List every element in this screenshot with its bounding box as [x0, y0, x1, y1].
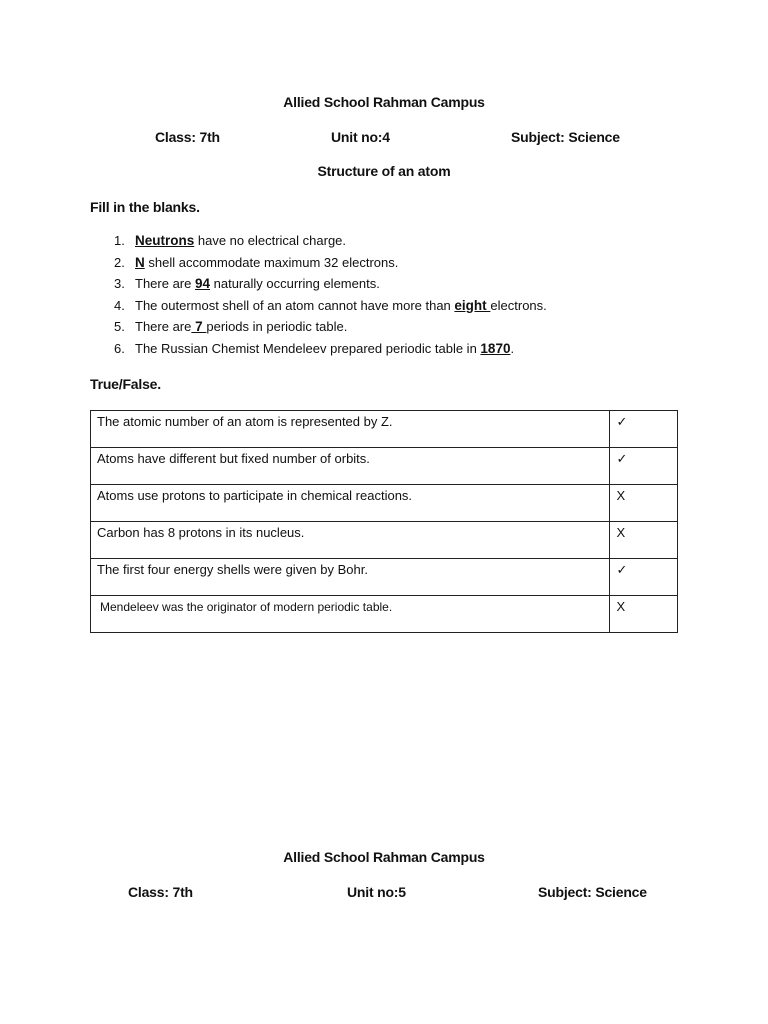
table-row [91, 522, 678, 559]
subject-label: Subject: Science [511, 129, 620, 145]
blank-answer: 1870 [480, 340, 511, 356]
statement-cell: The first four energy shells were given by Bohr. [91, 559, 610, 596]
blank-answer: 7 [191, 319, 207, 335]
answer-mark-cell: ✓ [610, 559, 678, 596]
item-number: 1. [114, 233, 125, 248]
answer-mark-cell: ✓ [610, 448, 678, 485]
item-text: There are 7 periods in periodic table. [135, 319, 348, 335]
item-text: The outermost shell of an atom cannot have more than eight electrons. [135, 297, 547, 313]
class-info-row [0, 129, 768, 149]
item-number: 2. [114, 254, 125, 270]
table-row [91, 485, 678, 522]
answer-mark-cell: X [610, 485, 678, 522]
list-item [90, 318, 690, 340]
item-number: 4. [114, 297, 125, 313]
item-number: 3. [114, 276, 125, 292]
statement-cell: Carbon has 8 protons in its nucleus. [91, 522, 610, 559]
class-label: Class: 7th [155, 129, 220, 145]
school-title: Allied School Rahman Campus [283, 94, 485, 110]
answer-mark-cell: X [610, 522, 678, 559]
topic-title: Structure of an atom [317, 163, 451, 179]
school-title-page2: Allied School Rahman Campus [283, 849, 485, 865]
class-label: Class: 7th [128, 884, 193, 900]
answer-mark-cell: X [610, 596, 678, 633]
item-number: 5. [114, 319, 125, 335]
fill-blanks-heading: Fill in the blanks. [90, 199, 200, 215]
table-row [91, 448, 678, 485]
blank-answer: Neutrons [135, 233, 195, 248]
list-item [90, 254, 690, 276]
list-item [90, 340, 690, 362]
item-text: N shell accommodate maximum 32 electrons. [135, 254, 399, 270]
list-item [90, 232, 690, 254]
item-text: The Russian Chemist Mendeleev prepared periodic table in 1870. [135, 340, 515, 356]
true-false-heading: True/False. [90, 376, 161, 392]
item-number: 6. [114, 340, 125, 356]
statement-cell: Mendeleev was the originator of modern periodic table. [91, 596, 610, 633]
true-false-table [90, 410, 678, 633]
table-row [91, 596, 678, 633]
statement-cell: The atomic number of an atom is represented by Z. [91, 411, 610, 448]
list-item [90, 275, 690, 297]
list-item [90, 297, 690, 319]
fill-blanks-list [90, 232, 690, 362]
blank-answer: N [135, 254, 145, 270]
answer-mark-cell: ✓ [610, 411, 678, 448]
blank-answer: 94 [194, 276, 211, 292]
table-row [91, 559, 678, 596]
subject-label: Subject: Science [538, 884, 647, 900]
item-text: Neutrons have no electrical charge. [135, 233, 347, 248]
unit-label: Unit no:5 [347, 884, 406, 900]
unit-label: Unit no:4 [331, 129, 390, 145]
item-text: There are 94 naturally occurring elements. [135, 276, 380, 292]
table-row [91, 411, 678, 448]
statement-cell: Atoms use protons to participate in chemical reactions. [91, 485, 610, 522]
class-info-row-page2 [0, 884, 768, 904]
statement-cell: Atoms have different but fixed number of orbits. [91, 448, 610, 485]
blank-answer: eight [454, 297, 491, 313]
